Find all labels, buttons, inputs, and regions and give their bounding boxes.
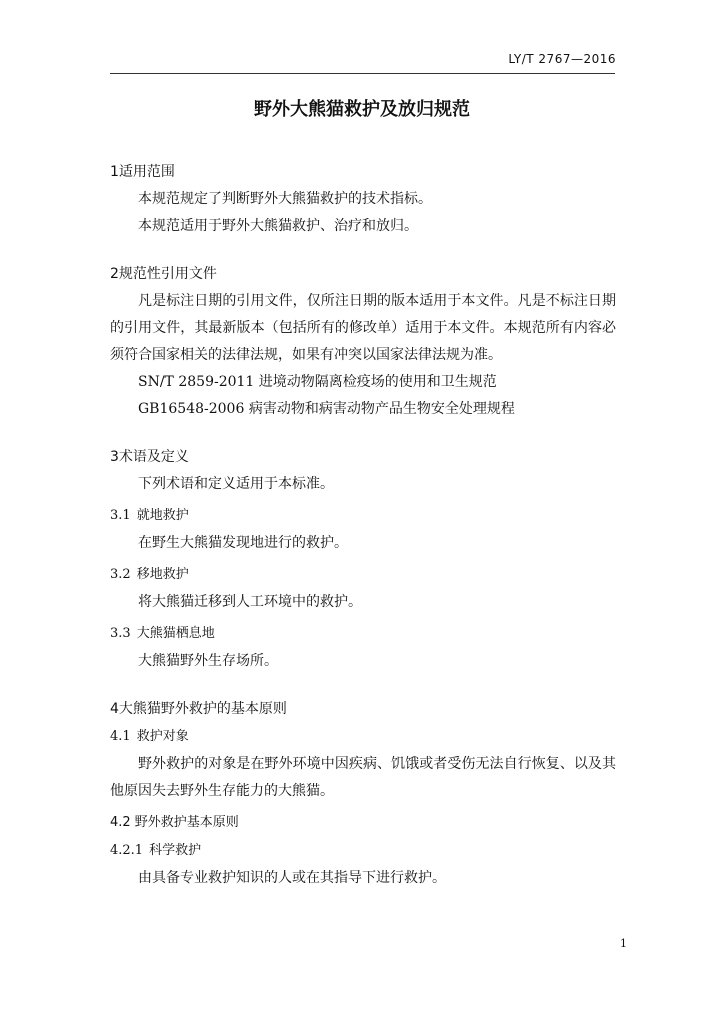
document-title: 野外大熊猫救护及放归规范 <box>254 99 470 120</box>
subsection-4-2-1-paragraph: 由具备专业救护知识的人或在其指导下进行救护。 <box>138 870 446 886</box>
section-2-paragraph: 凡是标注日期的引用文件，仅所注日期的版本适用于本文件。凡是不标注日期的引用文件，其最新版本（包括所有的修改单）适用于本文件。本规范所有内容必须符合国家相关的法律法规，如果有冲突以国家法律法规为准。 <box>110 293 616 363</box>
reference-item: GB16548-2006 病害动物和病害动物产品生物安全处理规程 <box>138 401 515 417</box>
standard-code: LY/T 2767—2016 <box>508 52 616 66</box>
term-3-2-title: 移地救护 <box>136 567 189 582</box>
term-3-1-definition: 在野生大熊猫发现地进行的救护。 <box>138 535 348 551</box>
term-3-2-definition: 将大熊猫迁移到人工环境中的救护。 <box>138 594 362 610</box>
term-3-2-number: 3.2 <box>110 567 131 582</box>
header-rule <box>110 73 615 74</box>
document-body <box>110 162 616 892</box>
term-3-1-title: 就地救护 <box>136 508 189 523</box>
section-2-heading: 2规范性引用文件 <box>110 266 217 282</box>
reference-item: SN/T 2859-2011 进境动物隔离检疫场的使用和卫生规范 <box>138 374 497 390</box>
term-3-3-number: 3.3 <box>110 626 131 641</box>
subsection-4-2-1-heading <box>110 841 616 861</box>
term-3-2-heading <box>110 565 616 585</box>
term-3-3-definition: 大熊猫野外生存场所。 <box>138 653 278 669</box>
subsection-4-1-paragraph: 野外救护的对象是在野外环境中因疾病、饥饿或者受伤无法自行恢复、以及其他原因失去野外生存能力的大熊猫。 <box>110 756 616 799</box>
subsection-4-2-heading: 4.2 野外救护基本原则 <box>110 815 239 830</box>
section-1-heading: 1适用范围 <box>110 164 175 180</box>
section-1-paragraph: 本规范适用于野外大熊猫救护、治疗和放归。 <box>138 218 418 234</box>
section-1-paragraph: 本规范规定了判断野外大熊猫救护的技术指标。 <box>138 191 432 207</box>
page-number: 1 <box>620 937 627 950</box>
term-3-3-title: 大熊猫栖息地 <box>136 626 215 641</box>
term-3-1-heading <box>110 506 616 526</box>
section-4-heading: 4大熊猫野外救护的基本原则 <box>110 701 287 717</box>
term-3-1-number: 3.1 <box>110 508 131 523</box>
term-3-3-heading <box>110 624 616 644</box>
subsection-4-1-title: 救护对象 <box>136 729 189 744</box>
subsection-4-2-1-number: 4.2.1 <box>110 843 144 858</box>
subsection-4-1-heading <box>110 727 616 747</box>
section-3-paragraph: 下列术语和定义适用于本标准。 <box>138 476 334 492</box>
subsection-4-1-number: 4.1 <box>110 729 131 744</box>
subsection-4-2-1-title: 科学救护 <box>149 843 202 858</box>
section-3-heading: 3术语及定义 <box>110 449 189 465</box>
